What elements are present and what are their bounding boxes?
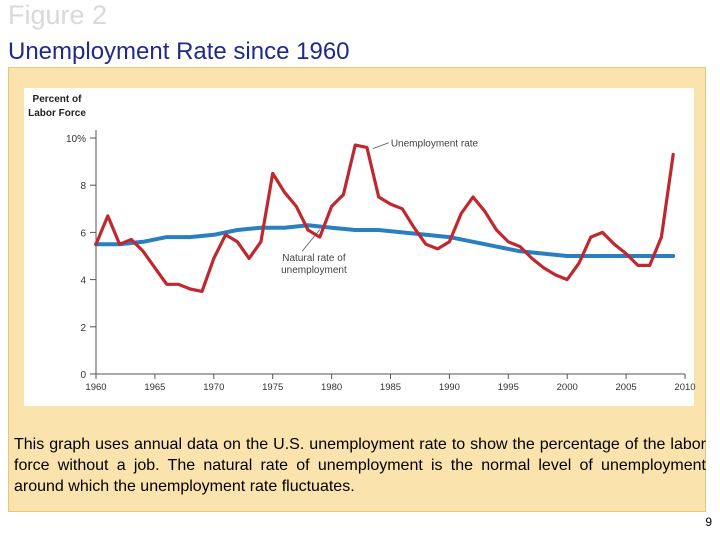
x-tick-label: 1995 [497,382,519,393]
natural-annotation: Natural rate of [282,253,346,265]
y-tick-label: 6 [80,228,86,240]
x-tick-label: 1990 [438,382,460,393]
x-tick-label: 2010 [674,382,696,393]
page-number: 9 [705,515,712,529]
x-tick-label: 2005 [615,382,637,393]
y-tick-label: 4 [80,275,86,287]
x-tick-label: 1985 [379,382,402,393]
unemployment-annotation: Unemployment rate [390,138,479,150]
unemployment-chart [9,68,707,428]
figure-caption: This graph uses annual data on the U.S. unemployment rate to show the percentage of the labor force without a job. The natural rate of unemployment is the normal level of unemployment around which the unemployment rate fluctuates. [14,436,706,495]
y-tick-label: 2 [80,322,86,334]
natural-annotation: unemployment [281,265,347,277]
x-tick-label: 1975 [262,382,284,393]
x-tick-label: 1970 [203,382,225,393]
figure-title: Unemployment Rate since 1960 [8,38,350,65]
unemployment-annotation-leader [373,143,389,149]
x-tick-label: 1965 [144,382,166,393]
y-tick-label: 10% [65,134,86,145]
y-tick-label: 8 [80,181,86,193]
figure-label: Figure 2 [8,0,108,30]
y-axis-label: Labor Force [28,108,86,119]
y-tick-label: 0 [80,370,86,381]
x-tick-label: 2000 [556,382,578,393]
x-tick-label: 1960 [85,382,107,393]
natural-rate-line [96,225,673,256]
x-tick-label: 1980 [321,382,343,393]
y-axis-label: Percent of [32,94,82,105]
unemployment-rate-line [96,145,673,291]
